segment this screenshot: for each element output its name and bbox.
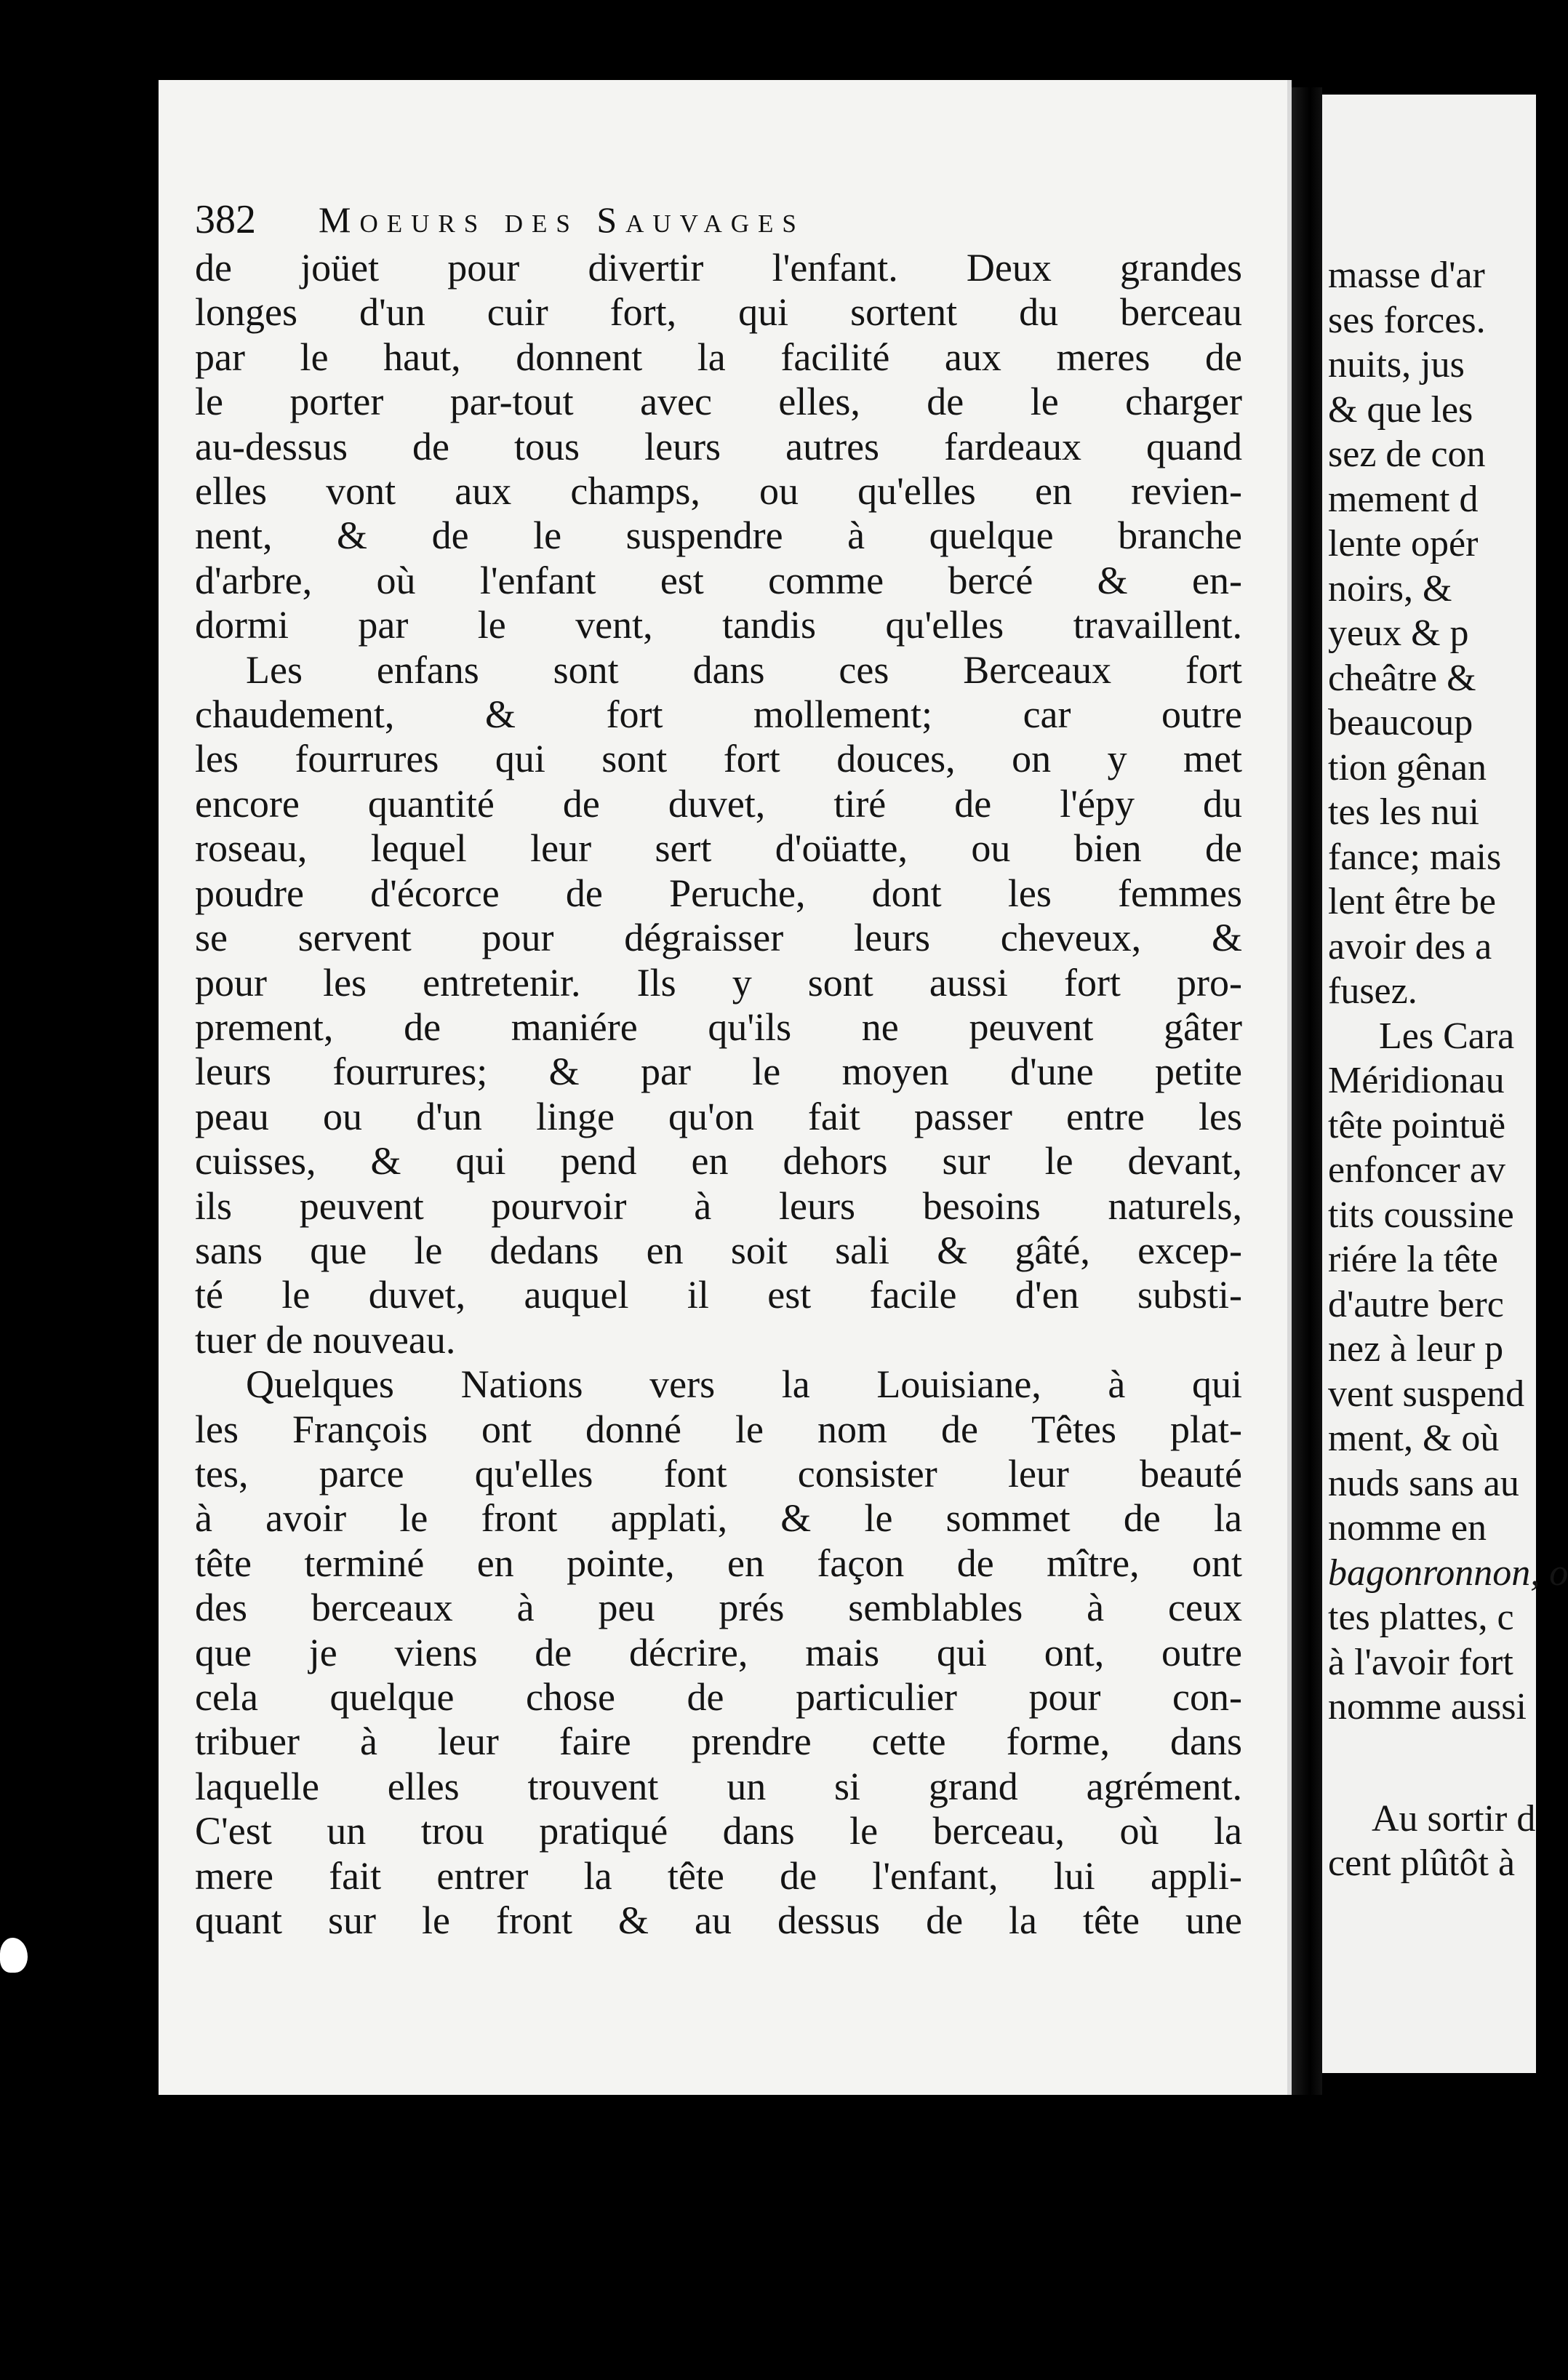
text-line: à l'avoir fort (1328, 1641, 1513, 1683)
text-line: fance; mais (1328, 836, 1502, 878)
text-line: cuisses, & qui pend en dehors sur le devant, (195, 1139, 1242, 1183)
text-line: masse d'ar (1328, 255, 1485, 296)
text-line: tes plattes, c (1328, 1597, 1514, 1638)
text-line: quant sur le front & au dessus de la tête une (195, 1898, 1242, 1943)
text-line: pour les entretenir. Ils y sont aussi fort pro- (195, 960, 1242, 1005)
text-line: Les Cara (1379, 1015, 1515, 1057)
text-line: tribuer à leur faire prendre cette forme, dans (195, 1720, 1242, 1764)
text-line: fusez. (1328, 970, 1417, 1012)
text-line: des berceaux à peu prés semblables à ceux (195, 1586, 1242, 1630)
text-line: nez à leur p (1328, 1328, 1504, 1370)
text-line: prement, de maniére qu'ils ne peuvent gâter (195, 1005, 1242, 1049)
text-line: avoir des a (1328, 925, 1492, 967)
page-header (195, 191, 1242, 249)
text-line: tion gênan (1328, 746, 1487, 788)
text-line: Quelques Nations vers la Louisiane, à qui (246, 1362, 1242, 1407)
text-line: dormi par le vent, tandis qu'elles travaillent. (195, 603, 1242, 647)
text-line: C'est un trou pratiqué dans le berceau, où la (195, 1809, 1242, 1853)
text-line: tuer de nouveau. (195, 1317, 456, 1362)
scan-artifact (0, 1938, 28, 1973)
text-line: ses forces. (1328, 299, 1486, 341)
text-line: & que les (1328, 388, 1473, 431)
text-line: vent suspend (1328, 1373, 1525, 1415)
text-line: tes les nui (1328, 791, 1479, 833)
text-line: le porter par-tout avec elles, de le charger (195, 380, 1242, 424)
paragraph-gap (1328, 1730, 1561, 1797)
text-line: Au sortir d (1372, 1797, 1536, 1840)
text-line: lent être be (1328, 881, 1496, 922)
text-line: noirs, & (1328, 567, 1452, 610)
text-line: tête terminé en pointe, en façon de mître, ont (195, 1541, 1242, 1585)
text-line: nomme en (1328, 1507, 1487, 1549)
page-number: 382 (195, 197, 256, 242)
text-line: peau ou d'un linge qu'on fait passer entre les (195, 1094, 1242, 1138)
text-line: mere fait entrer la tête de l'enfant, lui appli- (195, 1853, 1242, 1898)
text-line: leurs fourrures; & par le moyen d'une petite (195, 1050, 1242, 1094)
text-line: yeux & p (1328, 612, 1469, 654)
text-line: à avoir le front applati, & le sommet de la (195, 1496, 1242, 1541)
text-line: riére la tête (1328, 1239, 1498, 1280)
text-line: enfoncer av (1328, 1149, 1505, 1191)
text-line: sans que le dedans en soit sali & gâté, excep- (195, 1228, 1242, 1272)
text-line: d'autre berc (1328, 1283, 1504, 1325)
text-line: nuits, jus (1328, 344, 1465, 386)
text-line: cela quelque chose de particulier pour con- (195, 1675, 1242, 1719)
text-line: au-dessus de tous leurs autres fardeaux quand (195, 424, 1242, 468)
running-title: Moeurs des Sauvages (319, 199, 805, 240)
text-line: longes d'un cuir fort, qui sortent du berceau (195, 290, 1242, 335)
text-line: les François ont donné le nom de Têtes plat- (195, 1407, 1242, 1451)
text-line: tits coussine (1328, 1194, 1514, 1236)
text-line: nent, & de le suspendre à quelque branche (195, 514, 1242, 558)
text-line: poudre d'écorce de Peruche, dont les femmes (195, 871, 1242, 915)
text-line: mement d (1328, 478, 1479, 520)
text-line: lente opér (1328, 523, 1479, 564)
text-line: té le duvet, auquel il est facile d'en substi- (195, 1273, 1242, 1317)
text-line: d'arbre, où l'enfant est comme bercé & en- (195, 558, 1242, 602)
text-line: par le haut, donnent la facilité aux meres de (195, 335, 1242, 379)
text-line: Les enfans sont dans ces Berceaux fort (246, 647, 1242, 692)
text-line: laquelle elles trouvent un si grand agrément. (195, 1764, 1242, 1808)
text-line: beaucoup (1328, 702, 1473, 743)
text-line: encore quantité de duvet, tiré de l'épy du (195, 781, 1242, 826)
text-line: ment, & où (1328, 1418, 1500, 1459)
left-page-body (195, 246, 1242, 1943)
text-line: ils peuvent pourvoir à leurs besoins naturels, (195, 1183, 1242, 1228)
text-line: nuds sans au (1328, 1462, 1519, 1504)
text-line: bagonronnon, o (1328, 1552, 1568, 1594)
text-line: que je viens de décrire, mais qui ont, outre (195, 1630, 1242, 1674)
text-line: cent plûtôt à (1328, 1842, 1516, 1884)
right-page-body (1328, 253, 1568, 1886)
text-line: sez de con (1328, 434, 1486, 475)
text-line: tête pointuë (1328, 1104, 1506, 1146)
text-line: elles vont aux champs, ou qu'elles en revien- (195, 469, 1242, 514)
text-line: roseau, lequel leur sert d'oüatte, ou bien de (195, 826, 1242, 871)
text-line: cheâtre & (1328, 657, 1476, 699)
text-line: les fourrures qui sont fort douces, on y met (195, 737, 1242, 781)
text-line: Méridionau (1328, 1060, 1505, 1101)
text-line: se servent pour dégraisser leurs cheveux, & (195, 916, 1242, 960)
text-line: nomme aussi (1328, 1686, 1527, 1728)
book-gutter (1292, 87, 1322, 2095)
text-line: de joüet pour divertir l'enfant. Deux grandes (195, 246, 1242, 289)
text-line: chaudement, & fort mollement; car outre (195, 692, 1242, 737)
text-line: tes, parce qu'elles font consister leur beauté (195, 1451, 1242, 1496)
